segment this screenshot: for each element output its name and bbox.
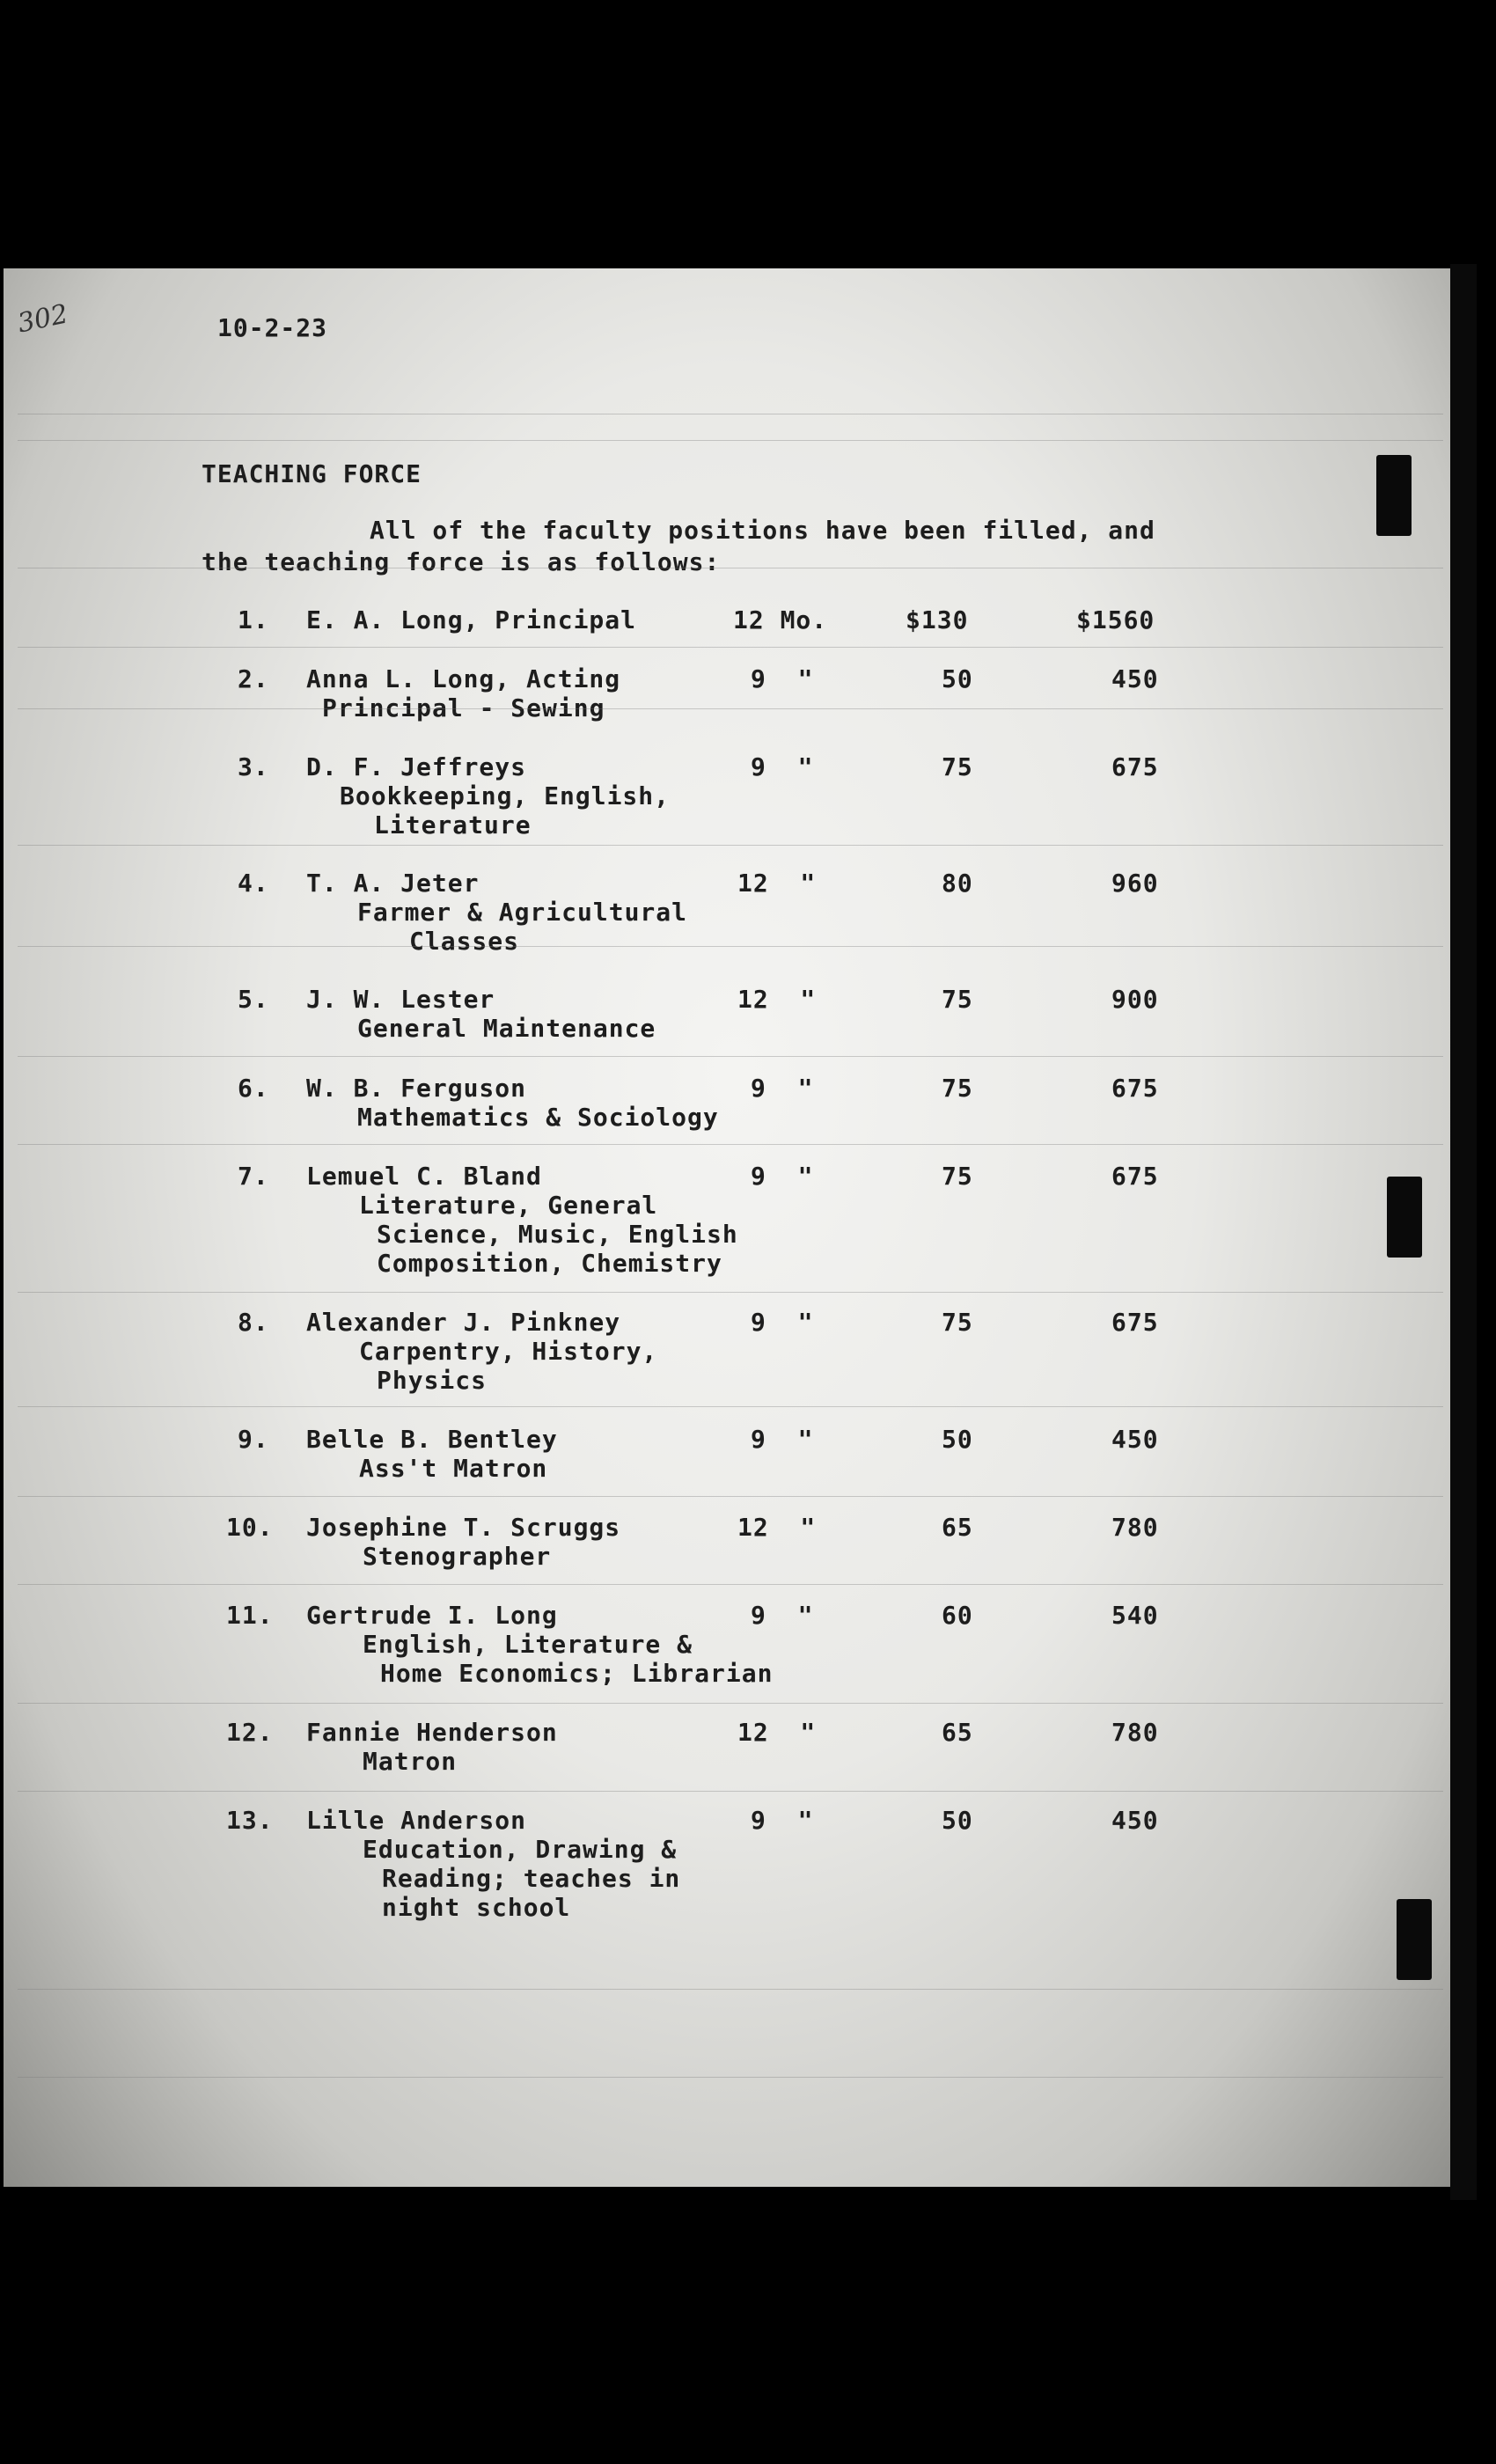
faculty-term: 12 Mo.	[733, 605, 828, 634]
edge-tab-mark	[1376, 455, 1412, 536]
faculty-name: J. W. Lester	[306, 985, 495, 1014]
faculty-description: Matron	[363, 1747, 458, 1776]
faculty-description: Ass't Matron	[359, 1454, 548, 1483]
ruled-line	[18, 946, 1443, 947]
faculty-monthly-salary: 75	[942, 1308, 973, 1337]
faculty-term: 9 "	[751, 1074, 814, 1103]
faculty-number: 8.	[238, 1308, 269, 1337]
faculty-term: 12 "	[737, 985, 817, 1014]
faculty-description: English, Literature &	[363, 1630, 693, 1659]
faculty-number: 9.	[238, 1425, 269, 1454]
ruled-line	[18, 845, 1443, 846]
intro-line-2: the teaching force is as follows:	[202, 547, 721, 576]
faculty-term: 12 "	[737, 869, 817, 898]
faculty-description: Literature	[374, 810, 532, 840]
faculty-monthly-salary: 75	[942, 1074, 973, 1103]
faculty-name: Alexander J. Pinkney	[306, 1308, 621, 1337]
page-edge-shadow	[1450, 264, 1477, 2200]
ruled-line	[18, 1056, 1443, 1057]
faculty-description: Carpentry, History,	[359, 1337, 658, 1366]
faculty-monthly-salary: 65	[942, 1718, 973, 1747]
faculty-number: 2.	[238, 664, 269, 693]
faculty-annual-salary: 540	[1111, 1601, 1159, 1630]
faculty-monthly-salary: 75	[942, 1162, 973, 1191]
ruled-line	[18, 1791, 1443, 1792]
faculty-name: D. F. Jeffreys	[306, 752, 527, 781]
faculty-annual-salary: 675	[1111, 752, 1159, 781]
faculty-description: Science, Music, English	[377, 1220, 738, 1249]
faculty-term: 9 "	[751, 664, 814, 693]
faculty-annual-salary: 675	[1111, 1162, 1159, 1191]
faculty-number: 3.	[238, 752, 269, 781]
faculty-monthly-salary: 50	[942, 1425, 973, 1454]
faculty-annual-salary: 675	[1111, 1074, 1159, 1103]
faculty-name: E. A. Long, Principal	[306, 605, 637, 634]
faculty-description: night school	[382, 1893, 571, 1922]
faculty-annual-salary: 780	[1111, 1718, 1159, 1747]
intro-line-1: All of the faculty positions have been filled, and	[370, 516, 1155, 545]
faculty-description: Bookkeeping, English,	[340, 781, 671, 810]
faculty-number: 13.	[226, 1806, 274, 1835]
faculty-term: 9 "	[751, 1308, 814, 1337]
faculty-monthly-salary: 75	[942, 752, 973, 781]
faculty-description: Principal - Sewing	[322, 693, 605, 722]
faculty-monthly-salary: 50	[942, 1806, 973, 1835]
ruled-line	[18, 1292, 1443, 1293]
faculty-description: Home Economics; Librarian	[380, 1659, 774, 1688]
faculty-description: Composition, Chemistry	[377, 1249, 722, 1278]
faculty-term: 12 "	[737, 1513, 817, 1542]
faculty-term: 9 "	[751, 1806, 814, 1835]
faculty-term: 9 "	[751, 752, 814, 781]
edge-tab-mark	[1397, 1899, 1432, 1980]
faculty-annual-salary: 450	[1111, 1806, 1159, 1835]
faculty-description: Mathematics & Sociology	[357, 1103, 719, 1132]
faculty-name: Belle B. Bentley	[306, 1425, 558, 1454]
faculty-monthly-salary: 80	[942, 869, 973, 898]
faculty-term: 12 "	[737, 1718, 817, 1747]
faculty-name: Josephine T. Scruggs	[306, 1513, 621, 1542]
faculty-description: Education, Drawing &	[363, 1835, 678, 1864]
ruled-line	[18, 708, 1443, 709]
faculty-number: 10.	[226, 1513, 274, 1542]
ruled-line	[18, 647, 1443, 648]
faculty-description: Physics	[377, 1366, 488, 1395]
faculty-annual-salary: 675	[1111, 1308, 1159, 1337]
faculty-description: Classes	[409, 927, 520, 956]
ruled-line	[18, 1584, 1443, 1585]
faculty-description: Reading; teaches in	[382, 1864, 681, 1893]
faculty-term: 9 "	[751, 1601, 814, 1630]
faculty-name: W. B. Ferguson	[306, 1074, 527, 1103]
ruled-line	[18, 1496, 1443, 1497]
faculty-name: Anna L. Long, Acting	[306, 664, 621, 693]
faculty-annual-salary: 900	[1111, 985, 1159, 1014]
faculty-name: Lille Anderson	[306, 1806, 527, 1835]
document-date: 10-2-23	[217, 313, 328, 342]
faculty-number: 11.	[226, 1601, 274, 1630]
faculty-name: Lemuel C. Bland	[306, 1162, 542, 1191]
faculty-description: Farmer & Agricultural	[357, 898, 688, 927]
document-heading: TEACHING FORCE	[202, 459, 422, 488]
faculty-monthly-salary: 75	[942, 985, 973, 1014]
ruled-line	[18, 1989, 1443, 1990]
faculty-number: 5.	[238, 985, 269, 1014]
faculty-annual-salary: 960	[1111, 869, 1159, 898]
faculty-annual-salary: 450	[1111, 1425, 1159, 1454]
faculty-annual-salary: 780	[1111, 1513, 1159, 1542]
ruled-line	[18, 1406, 1443, 1407]
faculty-term: 9 "	[751, 1162, 814, 1191]
ruled-line	[18, 2077, 1443, 2078]
faculty-number: 12.	[226, 1718, 274, 1747]
faculty-number: 6.	[238, 1074, 269, 1103]
faculty-monthly-salary: $130	[906, 605, 969, 634]
ruled-line	[18, 1703, 1443, 1704]
faculty-monthly-salary: 65	[942, 1513, 973, 1542]
handwritten-page-number: 302	[14, 298, 71, 340]
faculty-monthly-salary: 60	[942, 1601, 973, 1630]
edge-tab-mark	[1387, 1177, 1422, 1258]
faculty-annual-salary: $1560	[1076, 605, 1155, 634]
faculty-term: 9 "	[751, 1425, 814, 1454]
faculty-description: Literature, General	[359, 1191, 658, 1220]
faculty-name: Gertrude I. Long	[306, 1601, 558, 1630]
faculty-name: Fannie Henderson	[306, 1718, 558, 1747]
faculty-description: Stenographer	[363, 1542, 552, 1571]
faculty-number: 4.	[238, 869, 269, 898]
faculty-description: General Maintenance	[357, 1014, 656, 1043]
faculty-annual-salary: 450	[1111, 664, 1159, 693]
ruled-line	[18, 1144, 1443, 1145]
faculty-name: T. A. Jeter	[306, 869, 480, 898]
faculty-number: 7.	[238, 1162, 269, 1191]
faculty-monthly-salary: 50	[942, 664, 973, 693]
faculty-number: 1.	[238, 605, 269, 634]
ruled-line	[18, 440, 1443, 441]
